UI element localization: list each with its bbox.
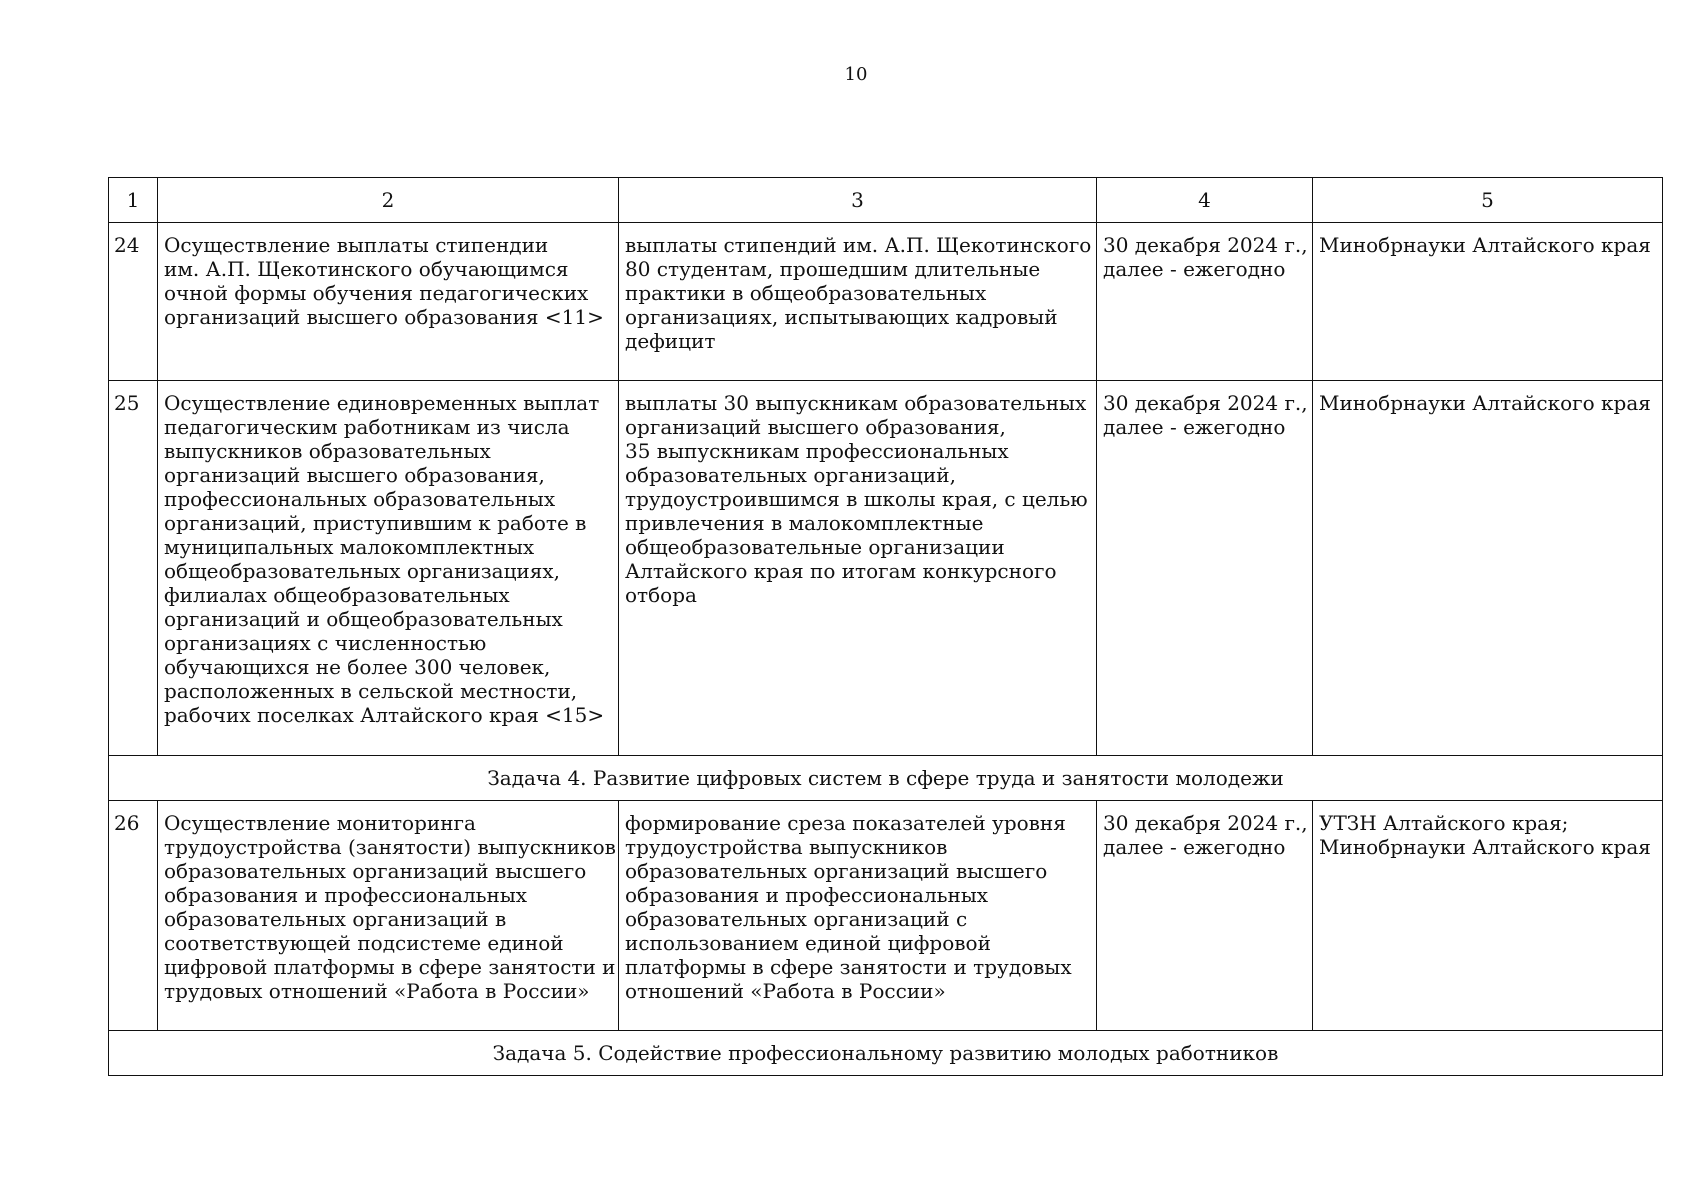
term-line: 30 декабря 2024 г., [1103,233,1308,257]
event-line: обучающихся не более 300 человек, [164,655,551,679]
event-cell [158,223,619,381]
result-line: дефицит [625,329,716,353]
result-line: организациях, испытывающих кадровый [625,305,1058,329]
row-number: 24 [109,223,158,381]
result-cell [619,801,1097,1031]
event-line: профессиональных образовательных [164,487,556,511]
result-line: образовательных организаций с [625,907,968,931]
event-line: муниципальных малокомплектных [164,535,535,559]
result-line: образовательных организаций высшего [625,859,1048,883]
term-line: далее - ежегодно [1103,415,1286,439]
event-line: образовательных организаций в [164,907,507,931]
event-line: Осуществление выплаты стипендии [164,233,549,257]
event-line: Осуществление единовременных выплат [164,391,600,415]
term-line: 30 декабря 2024 г., [1103,811,1308,835]
event-line: организаций и общеобразовательных [164,607,563,631]
result-line: трудоустроившимся в школы края, с целью [625,487,1088,511]
page-number: 10 [844,64,868,85]
event-line: очной формы обучения педагогических [164,281,589,305]
term-cell [1097,801,1313,1031]
event-line: педагогическим работникам из числа [164,415,570,439]
table-row [109,381,1663,756]
result-line: образовательных организаций, [625,463,956,487]
event-line: общеобразовательных организациях, [164,559,561,583]
column-number-header: 1 [109,178,158,223]
event-line: им. А.П. Щекотинского обучающимся [164,257,569,281]
event-line: организаций высшего образования <11> [164,305,604,329]
event-line: образования и профессиональных [164,883,528,907]
event-line: выпускников образовательных [164,439,491,463]
event-cell [158,801,619,1031]
event-line: трудоустройства (занятости) выпускников [164,835,616,859]
result-line: использованием единой цифровой [625,931,991,955]
event-line: соответствующей подсистеме единой [164,931,564,955]
result-cell [619,223,1097,381]
result-line: 35 выпускникам профессиональных [625,439,1009,463]
executor-cell [1313,381,1663,756]
column-number-header: 4 [1097,178,1313,223]
result-line: Алтайского края по итогам конкурсного [625,559,1057,583]
result-line: практики в общеобразовательных [625,281,987,305]
event-line: рабочих поселках Алтайского края <15> [164,703,605,727]
column-number-row [109,178,1663,223]
table-row [109,223,1663,381]
term-line: далее - ежегодно [1103,257,1286,281]
table-row [109,801,1663,1031]
result-line: организаций высшего образования, [625,415,1006,439]
event-line: расположенных в сельской местности, [164,679,578,703]
executor-cell [1313,801,1663,1031]
term-cell [1097,223,1313,381]
result-line: выплаты 30 выпускникам образовательных [625,391,1087,415]
row-number: 26 [109,801,158,1031]
result-line: формирование среза показателей уровня [625,811,1066,835]
result-line: 80 студентам, прошедшим длительные [625,257,1041,281]
result-line: выплаты стипендий им. А.П. Щекотинского [625,233,1092,257]
term-line: далее - ежегодно [1103,835,1286,859]
result-line: образования и профессиональных [625,883,989,907]
column-number-header: 3 [619,178,1097,223]
event-line: филиалах общеобразовательных [164,583,510,607]
result-cell [619,381,1097,756]
executor-line: Минобрнауки Алтайского края [1319,835,1651,859]
executor-line: Минобрнауки Алтайского края [1319,391,1651,415]
executor-line: Минобрнауки Алтайского края [1319,233,1651,257]
event-line: организациях с численностью [164,631,487,655]
task-heading-row [109,756,1663,801]
event-line: организаций, приступившим к работе в [164,511,587,535]
result-line: платформы в сфере занятости и трудовых [625,955,1072,979]
task-heading: Задача 4. Развитие цифровых систем в сфере труда и занятости молодежи [109,756,1663,801]
event-cell [158,381,619,756]
task-heading-row [109,1031,1663,1076]
row-number: 25 [109,381,158,756]
term-cell [1097,381,1313,756]
result-line: отбора [625,583,697,607]
event-line: Осуществление мониторинга [164,811,476,835]
term-line: 30 декабря 2024 г., [1103,391,1308,415]
event-line: образовательных организаций высшего [164,859,587,883]
result-line: трудоустройства выпускников [625,835,948,859]
event-line: цифровой платформы в сфере занятости и [164,955,616,979]
event-line: организаций высшего образования, [164,463,545,487]
result-line: привлечения в малокомплектные [625,511,984,535]
result-line: общеобразовательные организации [625,535,1005,559]
column-number-header: 2 [158,178,619,223]
column-number-header: 5 [1313,178,1663,223]
executor-cell [1313,223,1663,381]
result-line: отношений «Работа в России» [625,979,946,1003]
task-heading: Задача 5. Содействие профессиональному развитию молодых работников [109,1031,1663,1076]
event-line: трудовых отношений «Работа в России» [164,979,590,1003]
executor-line: УТЗН Алтайского края; [1319,811,1569,835]
measures-table [108,177,1663,1076]
